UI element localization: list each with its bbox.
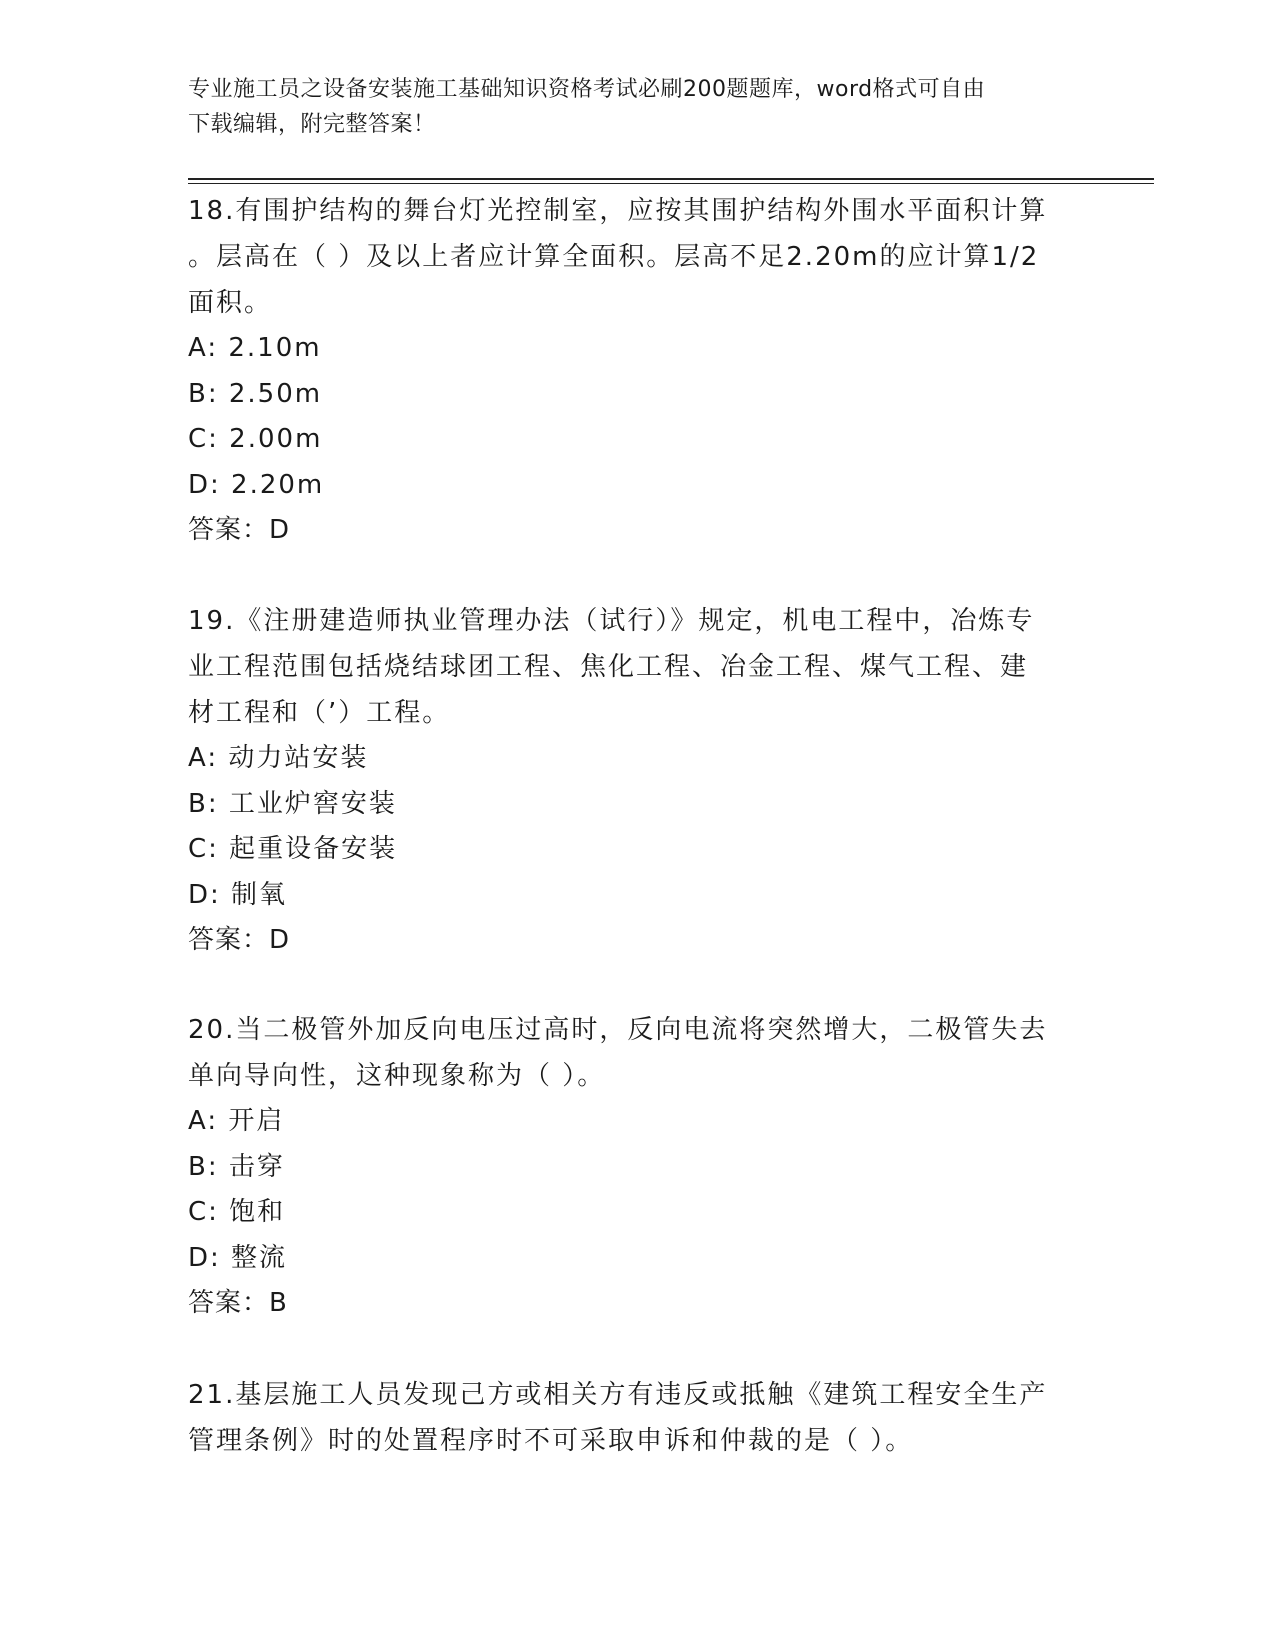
question-19 [188,598,1078,964]
question-line: 20.当二极管外加反向电压过高时，反向电流将突然增大，二极管失去 [188,1015,1048,1045]
question-line: 21.基层施工人员发现己方或相关方有违反或抵触《建筑工程安全生产 [188,1380,1048,1410]
option-b: B: 工业炉窖安装 [188,788,397,819]
option-a: A: 动力站安装 [188,743,369,773]
question-20 [188,1007,1078,1327]
answer: 答案：D [188,515,291,545]
option-c: C: 起重设备安装 [188,834,398,864]
question-line: 材工程和（’）工程。 [188,698,451,728]
question-line: 。层高在（ ）及以上者应计算全面积。层高不足2.20m的应计算1/2 [188,242,1040,272]
option-c: C: 2.00m [188,424,323,454]
option-b: B: 击穿 [188,1151,285,1182]
document-header [188,72,1068,142]
question-line: 单向导向性，这种现象称为（ ）。 [188,1061,606,1091]
option-d: D: 整流 [188,1242,288,1273]
question-21 [188,1372,1078,1464]
question-line: 19.《注册建造师执业管理办法（试行）》规定，机电工程中，冶炼专 [188,606,1035,636]
option-a: A: 2.10m [188,333,322,363]
option-d: D: 制氧 [188,879,288,910]
question-18 [188,188,1078,554]
header-line-2: 下载编辑，附完整答案！ [188,112,436,137]
header-divider-thick [188,178,1154,180]
option-c: C: 饱和 [188,1197,286,1227]
header-line-1: 专业施工员之设备安装施工基础知识资格考试必刷200题题库，word格式可自由 [188,77,986,102]
option-b: B: 2.50m [188,378,323,409]
question-line: 18.有围护结构的舞台灯光控制室，应按其围护结构外围水平面积计算 [188,196,1048,226]
option-d: D: 2.20m [188,469,325,500]
option-a: A: 开启 [188,1106,285,1136]
answer: 答案：B [188,1288,288,1318]
answer: 答案：D [188,925,291,955]
question-line: 业工程范围包括烧结球团工程、焦化工程、冶金工程、煤气工程、建 [188,652,1029,682]
header-divider-thin [188,183,1154,184]
question-line: 面积。 [188,288,273,318]
question-line: 管理条例》时的处置程序时不可采取申诉和仲裁的是（ ）。 [188,1426,914,1456]
